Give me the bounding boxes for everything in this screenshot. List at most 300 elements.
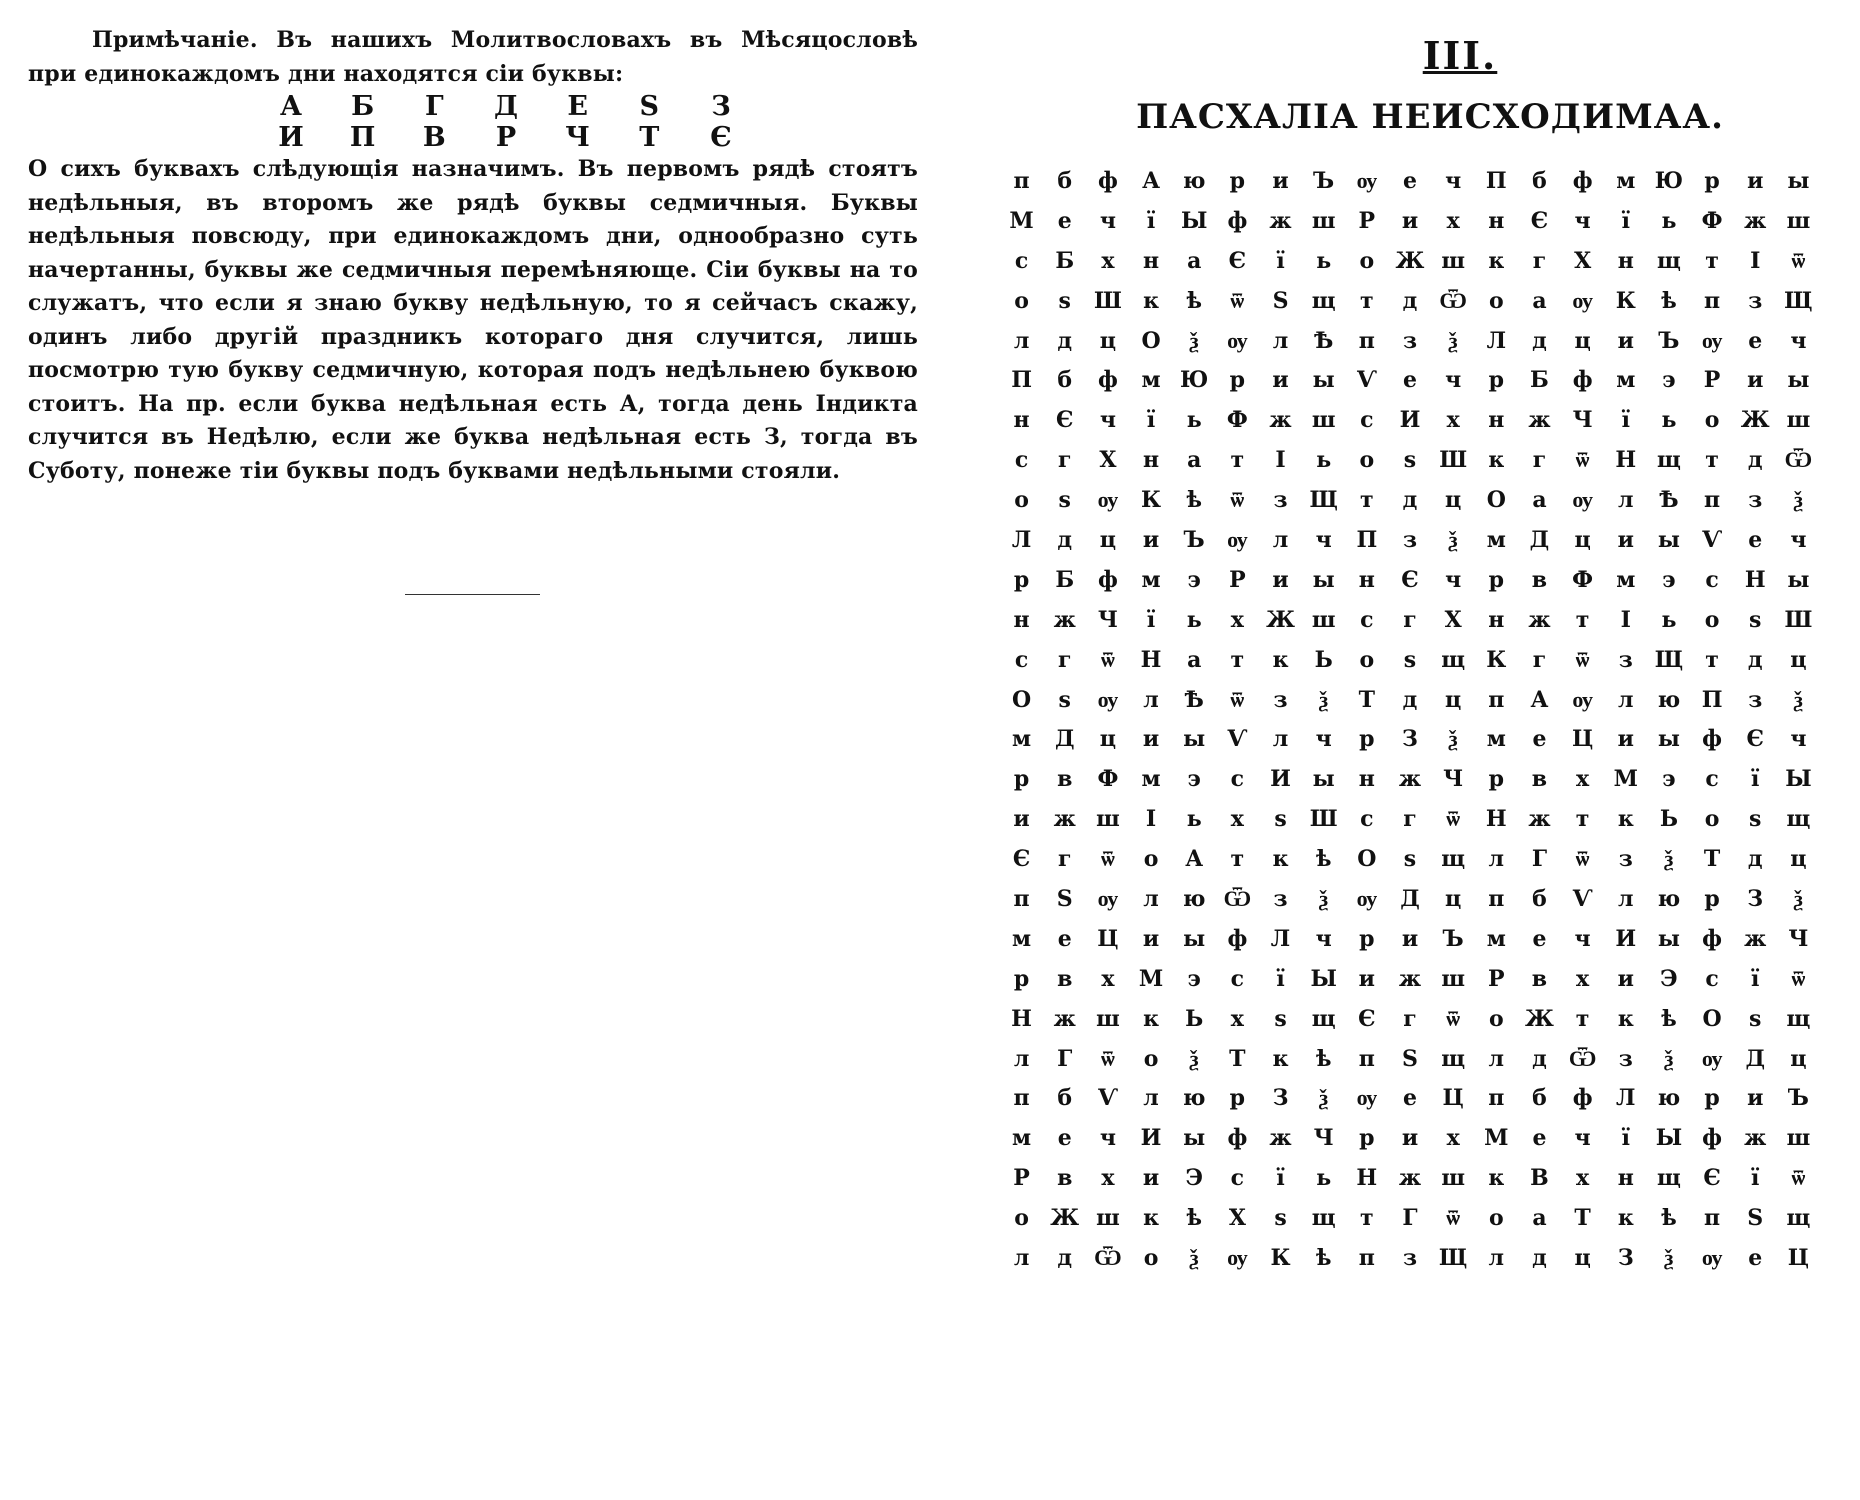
grid-cell: Л [1486,327,1507,354]
grid-cell: ѯ [1448,526,1458,553]
grid-cell: ф [1572,1085,1593,1112]
grid-cell: н [1358,766,1375,793]
grid-cell: з [1273,686,1288,713]
grid-cell: ж [1744,207,1767,234]
grid-cell: Ц [1097,925,1119,952]
grid-cell: о [1359,646,1375,673]
grid-cell: ѯ [1319,1085,1329,1112]
grid-cell: ѕ [1749,806,1762,833]
grid-cell: ю [1657,1085,1681,1112]
grid-cell: О [1702,1005,1722,1032]
grid-cell: ж [1528,806,1551,833]
letter-cell: Д [493,91,518,122]
section-numeral: III. [1422,33,1498,78]
grid-cell: Г [1402,1205,1418,1232]
grid-cell: и [1272,566,1289,593]
grid-cell: ѯ [1664,1244,1674,1271]
grid-cell: ѣ [1661,1005,1677,1032]
grid-cell: б [1532,885,1547,912]
grid-cell: с [1230,965,1245,992]
grid-cell: Є [1228,247,1247,274]
grid-cell: т [1705,646,1719,673]
grid-cell: Ь [1185,1005,1204,1032]
grid-cell: Ъ [1658,327,1680,354]
grid-cell: Ѣ [1313,327,1334,354]
grid-cell: ѣ [1186,287,1202,314]
grid-cell: м [1012,1125,1032,1152]
grid-row [1000,321,1820,361]
grid-cell: Д [1054,726,1075,753]
grid-cell: и [1013,806,1030,833]
grid-cell: И [1399,407,1421,434]
grid-cell: н [1142,247,1160,274]
grid-cell: ф [1227,1125,1248,1152]
grid-cell: ы [1657,925,1680,952]
grid-cell: к [1488,447,1505,474]
grid-cell: І [1750,247,1761,274]
grid-cell: ѕ [1058,487,1071,514]
grid-cell: е [1402,367,1417,394]
grid-cell: е [1057,207,1072,234]
sunday-letters-row [271,91,741,122]
grid-row [1000,1158,1820,1198]
grid-cell: Ъ [1313,167,1335,194]
grid-cell: е [1402,1085,1417,1112]
grid-cell: х [1576,766,1590,793]
grid-cell: А [1530,686,1549,713]
grid-cell: ц [1099,726,1117,753]
grid-cell: ѣ [1315,846,1332,873]
grid-cell: м [1141,566,1161,593]
grid-cell: Т [1229,1045,1246,1072]
grid-cell: м [1012,726,1032,753]
grid-cell: И [1615,925,1637,952]
grid-cell: ц [1790,846,1807,873]
grid-cell: с [1705,566,1719,593]
grid-cell: г [1532,646,1547,673]
grid-cell: ц [1445,885,1462,912]
grid-cell: Ж [1525,1005,1554,1032]
grid-cell: ѿ [1230,487,1245,514]
grid-cell: з [1748,686,1763,713]
grid-cell: а [1187,646,1202,673]
grid-cell: ь [1661,606,1677,633]
grid-cell: м [1616,367,1636,394]
grid-cell: ч [1574,1125,1591,1152]
grid-cell: К [1270,1244,1291,1271]
grid-cell: ѿ [1101,846,1115,873]
grid-cell: ф [1097,367,1118,394]
grid-cell: л [1013,1045,1030,1072]
grid-cell: ш [1311,407,1336,434]
grid-cell: Ц [1787,1244,1810,1271]
grid-cell: ц [1099,526,1117,553]
grid-cell: о [1488,1005,1504,1032]
grid-cell: К [1615,287,1636,314]
grid-cell: ж [1269,1125,1292,1152]
grid-cell: Ы [1180,207,1208,234]
grid-cell: ѹ [1097,686,1119,713]
grid-cell: ч [1790,526,1807,553]
grid-cell: в [1057,1165,1073,1192]
grid-cell: І [1145,806,1157,833]
grid-cell: Н [1140,646,1162,673]
grid-cell: р [1704,1085,1720,1112]
grid-cell: г [1532,447,1547,474]
grid-cell: Ц [1442,1085,1464,1112]
grid-cell: о [1143,846,1159,873]
grid-cell: ѿ [1791,247,1806,274]
grid-cell: щ [1786,1005,1811,1032]
grid-cell: ѣ [1315,1244,1332,1271]
grid-cell: ѯ [1319,686,1329,713]
grid-cell: щ [1441,846,1466,873]
grid-cell: х [1230,1005,1244,1032]
grid-cell: ѕ [1749,1005,1762,1032]
grid-cell: к [1143,1005,1159,1032]
grid-cell: ї [1751,965,1760,992]
grid-cell: ф [1702,1125,1722,1152]
grid-cell: О [1141,327,1161,354]
grid-cell: с [1705,766,1719,793]
grid-cell: ї [1146,207,1156,234]
grid-cell: Ш [1784,606,1813,633]
grid-cell: э [1187,965,1201,992]
grid-cell: щ [1786,806,1811,833]
grid-cell: О [1357,846,1377,873]
grid-cell: ѹ [1227,1244,1248,1271]
grid-cell: к [1143,1205,1159,1232]
grid-cell: ф [1227,207,1248,234]
grid-cell: ч [1574,207,1591,234]
grid-cell: Ь [1659,806,1678,833]
grid-cell: б [1532,167,1547,194]
grid-cell: р [1359,1125,1375,1152]
grid-cell: В [1530,1165,1549,1192]
grid-cell: р [1359,726,1375,753]
grid-cell: Є [1358,1005,1376,1032]
grid-cell: г [1403,606,1417,633]
grid-cell: п [1704,487,1721,514]
grid-cell: н [1488,207,1505,234]
grid-cell: ѹ [1097,885,1119,912]
grid-cell: з [1402,327,1417,354]
grid-cell: З [1617,1244,1634,1271]
grid-cell: Ъ [1787,1085,1809,1112]
grid-cell: Н [1744,566,1766,593]
grid-cell: ц [1790,646,1807,673]
grid-cell: и [1142,1165,1160,1192]
weekday-letters-row [271,122,741,153]
grid-cell: с [1014,447,1029,474]
grid-cell: п [1704,1205,1721,1232]
grid-row [1000,919,1820,959]
grid-cell: Є [1012,846,1031,873]
grid-cell: ѹ [1356,1085,1377,1112]
grid-cell: ж [1053,1005,1076,1032]
grid-cell: О [1011,686,1032,713]
grid-row [1000,1238,1820,1278]
grid-cell: Ш [1093,287,1122,314]
grid-cell: п [1704,287,1721,314]
grid-cell: м [1486,726,1506,753]
grid-row [1000,400,1820,440]
grid-cell: М [1484,1125,1509,1152]
grid-cell: о [1704,606,1720,633]
grid-cell: ы [1657,526,1680,553]
grid-row [1000,1039,1820,1079]
grid-cell: р [1229,167,1246,194]
grid-cell: Б [1530,367,1549,394]
grid-cell: т [1230,646,1245,673]
grid-cell: ѣ [1186,1205,1202,1232]
grid-cell: о [1704,407,1720,434]
grid-cell: ѕ [1749,606,1762,633]
grid-cell: Д [1400,885,1420,912]
grid-cell: ь [1316,247,1332,274]
grid-cell: М [1138,965,1164,992]
grid-cell: К [1486,646,1507,673]
grid-cell: в [1531,566,1548,593]
grid-cell: г [1532,247,1547,274]
grid-cell: ж [1398,965,1422,992]
grid-cell: Т [1358,686,1376,713]
grid-cell: и [1747,367,1764,394]
grid-cell: ч [1099,1125,1116,1152]
grid-cell: с [1705,965,1719,992]
grid-cell: Ч [1443,766,1464,793]
grid-cell: Р [1703,367,1721,394]
grid-cell: ѯ [1793,686,1803,713]
grid-cell: т [1230,447,1245,474]
grid-cell: щ [1786,1205,1811,1232]
grid-cell: б [1057,1085,1073,1112]
grid-cell: г [1403,1005,1417,1032]
grid-cell: е [1532,925,1547,952]
grid-cell: ь [1186,407,1202,434]
grid-cell: и [1617,526,1634,553]
grid-cell: о [1014,1205,1029,1232]
grid-cell: Ы [1785,766,1812,793]
grid-cell: щ [1657,447,1681,474]
grid-cell: ш [1311,207,1336,234]
grid-cell: ѹ [1356,885,1377,912]
grid-cell: ї [1751,766,1760,793]
grid-cell: э [1662,367,1676,394]
grid-cell: т [1360,1205,1374,1232]
grid-cell: Л [1270,925,1291,952]
grid-cell: ж [1053,606,1076,633]
grid-cell: ѕ [1274,1205,1287,1232]
grid-cell: Б [1055,566,1075,593]
grid-cell: Л [1011,526,1032,553]
grid-cell: ш [1441,965,1465,992]
grid-cell: х [1101,965,1115,992]
grid-cell: к [1617,1205,1634,1232]
grid-cell: Ѕ [1056,885,1073,912]
grid-cell: д [1402,686,1418,713]
grid-cell: х [1576,965,1590,992]
grid-cell: д [1747,447,1763,474]
grid-cell: л [1143,686,1159,713]
grid-cell: З [1272,1085,1289,1112]
grid-cell: ї [1146,407,1156,434]
grid-cell: ш [1441,1165,1465,1192]
grid-cell: Ф [1226,407,1248,434]
grid-cell: ѹ [1572,686,1593,713]
letter-cell: Г [424,91,444,122]
grid-row [1000,440,1820,480]
grid-cell: к [1272,1045,1289,1072]
grid-cell: Є [1401,566,1419,593]
grid-cell: к [1617,806,1634,833]
grid-cell: ю [1182,1085,1206,1112]
grid-cell: р [1013,766,1030,793]
grid-cell: Ж [1266,606,1295,633]
grid-cell: Х [1574,247,1592,274]
grid-cell: х [1446,207,1460,234]
grid-row [1000,560,1820,600]
grid-cell: ю [1182,167,1206,194]
grid-cell: Х [1099,447,1117,474]
grid-cell: и [1617,965,1634,992]
grid-cell: ї [1276,965,1285,992]
grid-cell: э [1662,566,1676,593]
grid-cell: ж [1744,1125,1767,1152]
grid-cell: о [1488,1205,1504,1232]
grid-cell: и [1142,526,1160,553]
grid-cell: ѹ [1227,526,1248,553]
grid-cell: ч [1574,925,1591,952]
grid-cell: ь [1316,1165,1332,1192]
grid-cell: н [1617,1165,1634,1192]
grid-cell: н [1142,447,1160,474]
grid-cell: Т [1574,1205,1591,1232]
grid-cell: ѯ [1793,885,1803,912]
grid-cell: Ю [1654,167,1684,194]
grid-cell: ж [1528,407,1551,434]
grid-cell: Х [1228,1205,1246,1232]
grid-cell: ю [1657,885,1681,912]
grid-cell: ц [1574,1244,1591,1271]
grid-cell: Р [1229,566,1246,593]
grid-cell: к [1272,846,1289,873]
grid-cell: о [1704,806,1720,833]
grid-cell: Э [1660,965,1678,992]
grid-cell: ѿ [1101,1045,1115,1072]
grid-cell: ы [1183,925,1206,952]
grid-cell: щ [1311,1005,1336,1032]
grid-cell: а [1187,447,1202,474]
grid-cell: Ъ [1183,526,1205,553]
grid-cell: р [1013,965,1030,992]
grid-cell: ф [1097,566,1118,593]
grid-cell: ф [1572,167,1593,194]
grid-cell: Ь [1314,646,1333,673]
grid-cell: ѿ [1575,646,1590,673]
grid-cell: ж [1528,606,1551,633]
grid-cell: ї [1621,1125,1630,1152]
grid-cell: Ѿ [1568,1045,1597,1072]
grid-cell: щ [1441,1045,1466,1072]
grid-cell: р [1229,367,1246,394]
section-divider-rule [405,594,540,595]
grid-cell: П [1701,686,1723,713]
grid-cell: ж [1269,207,1292,234]
grid-cell: Ѵ [1572,885,1593,912]
grid-cell: в [1531,965,1548,992]
grid-row [1000,241,1820,281]
grid-cell: щ [1311,287,1336,314]
grid-cell: Ф [1097,766,1119,793]
grid-cell: Ю [1180,367,1209,394]
grid-cell: ѯ [1448,726,1458,753]
grid-cell: н [1358,566,1375,593]
grid-cell: и [1401,925,1419,952]
grid-cell: ш [1311,606,1336,633]
grid-cell: П [1356,526,1378,553]
grid-cell: л [1013,1244,1030,1271]
paschalia-letter-grid [1000,161,1820,1278]
grid-cell: ї [1621,407,1630,434]
grid-cell: в [1531,766,1548,793]
grid-cell: т [1705,447,1719,474]
grid-cell: ѕ [1403,846,1417,873]
grid-cell: Ѣ [1659,487,1679,514]
grid-cell: к [1488,1165,1505,1192]
grid-cell: Ъ [1442,925,1464,952]
grid-cell: ѕ [1274,806,1287,833]
note-body-paragraph: О сихъ буквахъ слѣдующія назначимъ. Въ первомъ рядѣ стоятъ недѣльныя, въ второмъ же рядѣ буквы седмичныя. Буквы недѣльныя повсюду, при единокаждомъ дни, однообразно суть начертанны, буквы же седмичныя перемѣняюще. Сіи буквы на то служатъ, что если я знаю букву недѣльную, то я сейчасъ скажу, одинъ либо другій праздникъ котораго дня случится, лишь посмотрю тую букву седмичную, которая подъ недѣльнею буквою стоитъ. На пр. если буква недѣльная есть А, тогда день Індикта случится въ Недѣлю, если же буква недѣльная есть З, тогда въ Суботу, понеже тіи буквы подъ буквами недѣльными стояли. [28,156,918,484]
grid-cell: Н [1615,447,1637,474]
grid-row [1000,879,1820,919]
grid-cell: ш [1786,1125,1811,1152]
grid-cell: ѿ [1101,646,1115,673]
grid-cell: ц [1574,526,1591,553]
grid-cell: ф [1702,726,1722,753]
grid-cell: Ѕ [1402,1045,1418,1072]
grid-cell: ѹ [1701,1045,1723,1072]
grid-cell: п [1358,1045,1375,1072]
grid-cell: р [1488,566,1504,593]
grid-cell: з [1618,1045,1633,1072]
grid-cell: и [1401,207,1419,234]
grid-cell: Н [1485,806,1507,833]
grid-cell: ѿ [1230,686,1245,713]
grid-cell: о [1359,247,1375,274]
grid-cell: ж [1269,407,1292,434]
grid-cell: ѕ [1274,1005,1287,1032]
grid-cell: е [1402,167,1417,194]
grid-cell: ѿ [1446,806,1460,833]
grid-cell: ѿ [1575,447,1590,474]
grid-cell: п [1358,1244,1375,1271]
grid-cell: Ѿ [1223,885,1252,912]
grid-cell: ѹ [1701,1244,1723,1271]
grid-cell: м [1616,566,1636,593]
grid-cell: ф [1097,167,1118,194]
grid-cell: ы [1787,367,1810,394]
grid-cell: м [1486,526,1506,553]
grid-cell: М [1009,207,1034,234]
grid-row [1000,959,1820,999]
grid-cell: д [1747,846,1763,873]
grid-cell: ы [1183,1125,1206,1152]
grid-cell: Э [1185,1165,1203,1192]
grid-cell: ш [1441,247,1465,274]
grid-cell: ѕ [1058,287,1071,314]
grid-cell: Щ [1309,487,1338,514]
